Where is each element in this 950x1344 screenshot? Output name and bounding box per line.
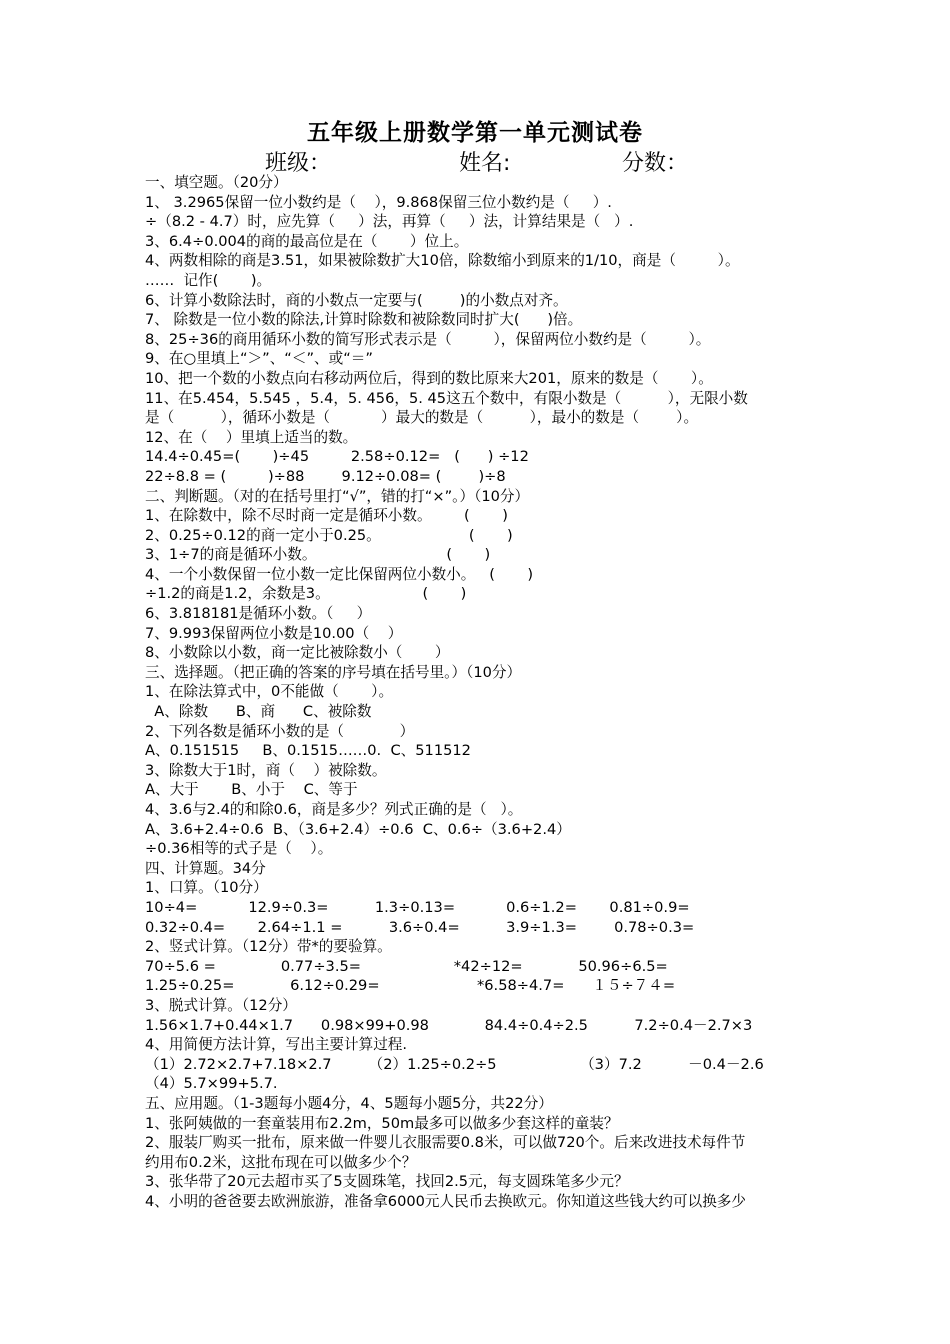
text-line: 12、在（ ）里填上适当的数。 (145, 428, 358, 446)
text-line: 0.32÷0.4= 2.64÷1.1 = 3.6÷0.4= 3.9÷1.3= 0.78÷0.3= (145, 918, 695, 936)
text-line: 1、 3.2965保留一位小数约是（ ），9.868保留三位小数约是（ ）. (145, 193, 612, 211)
text-line: 6、3.818181是循环小数。（ ） (145, 605, 372, 623)
text-line: 2、0.25÷0.12的商一定小于0.25。 ( ) (145, 526, 513, 544)
text-line: ÷（8.2 - 4.7）时，应先算（ ）法，再算（ ）法，计算结果是（ ）. (145, 213, 634, 231)
text-line: A、3.6+2.4÷0.6 B、（3.6+2.4）÷0.6 C、0.6÷（3.6+2.4） (145, 820, 571, 838)
text-line: 7、9.993保留两位小数是10.00（ ） (145, 624, 403, 642)
text-line: 2、下列各数是循环小数的是（ ） (145, 722, 415, 740)
text-line: 1.56×1.7+0.44×1.7 0.98×99+0.98 84.4÷0.4÷2.5 7.2÷0.4－2.7×3 (145, 1016, 753, 1034)
text-line: 1.25÷0.25= 6.12÷0.29= *6.58÷4.7= １５÷７４= (145, 977, 676, 995)
text-line: A、0.151515 B、0.1515……0. C、511512 (145, 742, 471, 760)
text-line: A、除数 B、商 C、被除数 (145, 703, 372, 721)
text-line: A、大于 B、小于 C、等于 (145, 781, 358, 799)
text-line: 3、6.4÷0.004的商的最高位是在（ ）位上。 (145, 232, 469, 250)
text-line: 11、在5.454，5.545 ，5.4，5. 456，5. 45这五个数中，有限小数是（ ），无限小数 (145, 389, 748, 407)
name-label: 姓名: (459, 151, 511, 176)
text-line: 14.4÷0.45=( )÷45 2.58÷0.12= ( ) ÷12 (145, 448, 529, 466)
text-line: 70÷5.6 = 0.77÷3.5= *42÷12= 50.96÷6.5= (145, 957, 668, 975)
text-line: 1、在除法算式中，0不能做（ ）。 (145, 683, 394, 701)
text-line: （4）5.7×99+5.7. (145, 1075, 278, 1093)
text-line: 四、计算题。34分 (145, 859, 266, 877)
text-line: 4、小明的爸爸要去欧洲旅游，准备拿6000元人民币去换欧元。你知道这些钱大约可以换多少 (145, 1192, 746, 1210)
text-line: 一、填空题。（20分） (145, 174, 288, 191)
text-line: 9、在○里填上“＞”、“＜”、或“＝” (145, 350, 373, 368)
text-line: 4、两数相除的商是3.51，如果被除数扩大10倍，除数缩小到原来的1/10，商是（ ）。 (145, 252, 740, 270)
text-line: 8、小数除以小数，商一定比被除数小（ ） (145, 644, 450, 662)
text-line: 2、竖式计算。（12分）带*的要验算。 (145, 938, 392, 956)
class-label: 班级： (265, 151, 332, 176)
text-line: 4、一个小数保留一位小数一定比保留两位小数小。 ( ) (145, 565, 534, 583)
text-line: 3、除数大于1时，商（ ）被除数。 (145, 761, 387, 779)
text-line: 2、服装厂购买一批布，原来做一件婴儿衣服需要0.8米，可以做720个。后来改进技术每件节 (145, 1134, 746, 1152)
text-line: 3、脱式计算。（12分） (145, 996, 297, 1014)
text-line: 6、计算小数除法时，商的小数点一定要与( )的小数点对齐。 (145, 291, 568, 309)
score-label: 分数： (622, 151, 689, 176)
text-line: 3、1÷7的商是循环小数。 ( ) (145, 546, 491, 564)
text-line: 1、在除数中，除不尽时商一定是循环小数。 ( ) (145, 507, 508, 525)
text-line: 1、张阿姨做的一套童装用布2.2m，50m最多可以做多少套这样的童装？ (145, 1114, 619, 1132)
text-line: 4、3.6与2.4的和除0.6，商是多少？列式正确的是（ ）。 (145, 801, 523, 818)
text-line: 8、25÷36的商用循环小数的简写形式表示是（ ），保留两位小数约是（ ）。 (145, 330, 711, 348)
text-line: ÷0.36相等的式子是（ ）。 (145, 840, 333, 858)
text-line: 约用布0.2米，这批布现在可以做多少个？ (145, 1153, 417, 1171)
text-line: （1）2.72×2.7+7.18×2.7 （2）1.25÷0.2÷5 （3）7.2 －0.4－2.6 (145, 1055, 764, 1073)
text-line: 三、选择题。（把正确的答案的序号填在括号里。）（10分） (145, 663, 522, 681)
exam-body (145, 173, 825, 1211)
text-line: 3、张华带了20元去超市买了5支圆珠笔，找回2.5元，每支圆珠笔多少元？ (145, 1173, 629, 1191)
text-line: 是（ ），循环小数是（ ）最大的数是（ ），最小的数是（ ）。 (145, 409, 699, 427)
text-line: 10、把一个数的小数点向右移动两位后，得到的数比原来大201，原来的数是（ ）。 (145, 369, 713, 387)
text-line: 4、用简便方法计算，写出主要计算过程. (145, 1036, 408, 1054)
text-line: ÷1.2的商是1.2，余数是3。 ( ) (145, 585, 467, 603)
text-line: 22÷8.8 = ( )÷88 9.12÷0.08= ( )÷8 (145, 467, 506, 485)
text-line: 二、判断题。（对的在括号里打“√”，错的打“×”。）（10分） (145, 487, 530, 505)
text-line: 1、口算。（10分） (145, 879, 268, 897)
text-line: 五、应用题。（1-3题每小题4分，4、5题每小题5分，共22分） (145, 1094, 553, 1112)
text-line: 7、 除数是一位小数的除法,计算时除数和被除数同时扩大( )倍。 (145, 311, 583, 329)
text-line: …… 记作( )。 (145, 271, 272, 289)
student-info-row (0, 146, 950, 174)
text-line: 10÷4= 12.9÷0.3= 1.3÷0.13= 0.6÷1.2= 0.81÷0.9= (145, 898, 690, 916)
page-title: 五年级上册数学第一单元测试卷 (307, 119, 643, 146)
